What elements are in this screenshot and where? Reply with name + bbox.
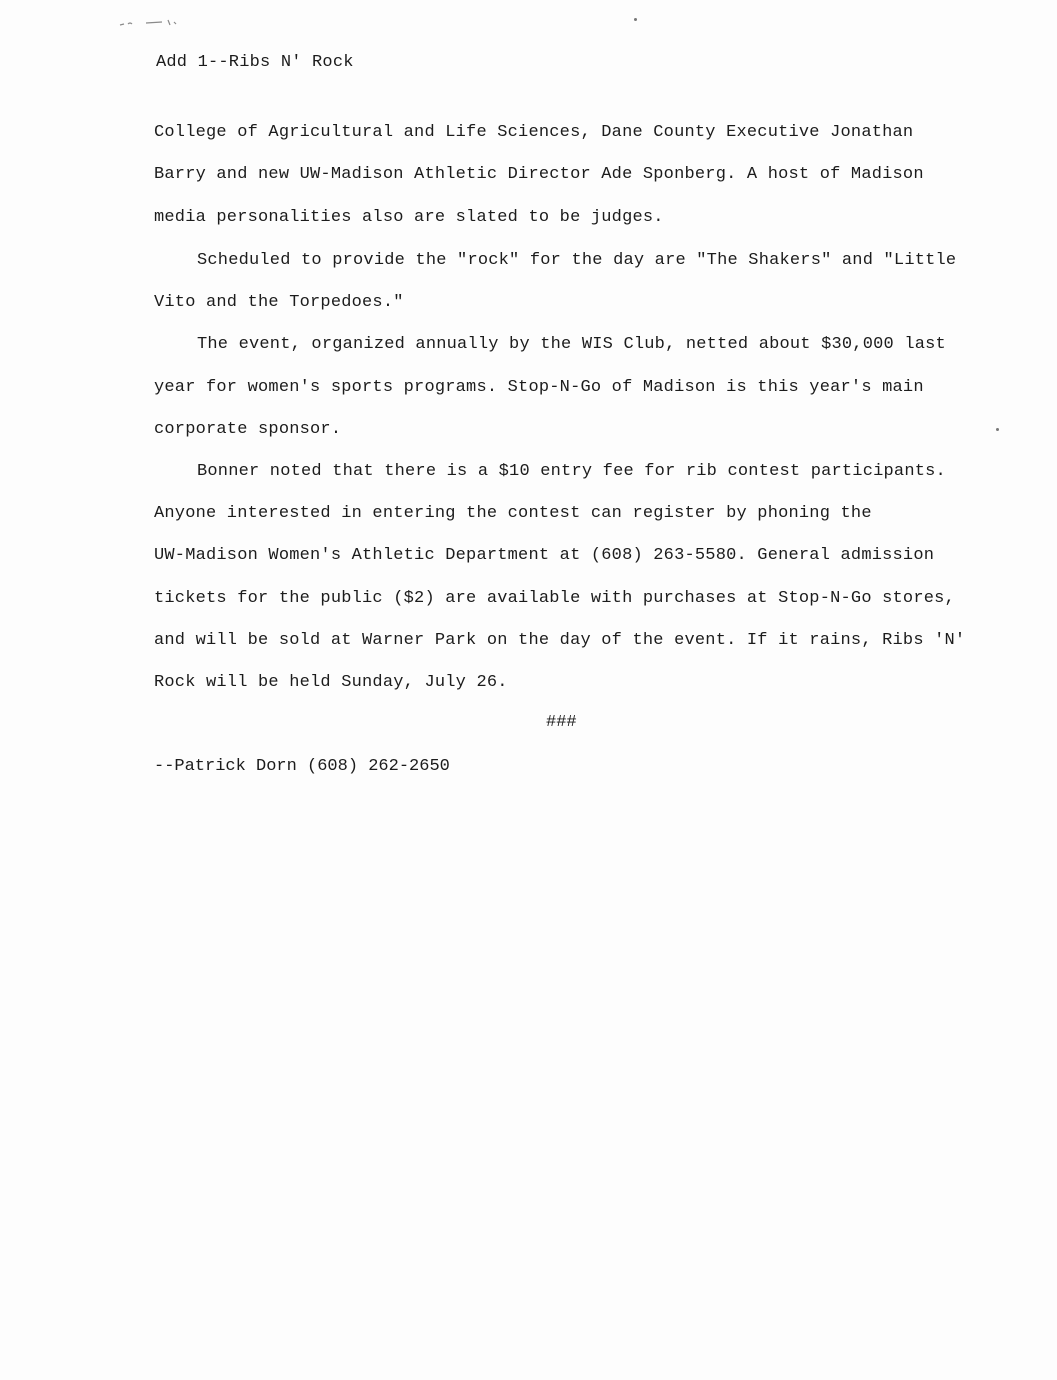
body-line: UW-Madison Women's Athletic Department at (608) 263-5580. General admission: [154, 546, 935, 565]
body-line: year for women's sports programs. Stop-N-Go of Madison is this year's main: [154, 378, 924, 397]
body-line: tickets for the public ($2) are available with purchases at Stop-N-Go stores,: [154, 589, 955, 608]
body-line: Scheduled to provide the "rock" for the day are "The Shakers" and "Little: [197, 251, 957, 270]
body-line: and will be sold at Warner Park on the day of the event. If it rains, Ribs 'N': [154, 631, 966, 650]
body-line: Barry and new UW-Madison Athletic Director Ade Sponberg. A host of Madison: [154, 165, 924, 184]
body-line: College of Agricultural and Life Sciences, Dane County Executive Jonathan: [154, 123, 914, 142]
scan-smudge-mark: [118, 16, 188, 28]
page-header: Add 1--Ribs N' Rock: [156, 53, 354, 72]
body-line: The event, organized annually by the WIS Club, netted about $30,000 last: [197, 335, 946, 354]
body-line: Anyone interested in entering the contest can register by phoning the: [154, 504, 872, 523]
stray-dot: [996, 428, 999, 431]
body-line: corporate sponsor.: [154, 420, 342, 439]
body-line: Rock will be held Sunday, July 26.: [154, 673, 508, 692]
body-line: Bonner noted that there is a $10 entry fee for rib contest participants.: [197, 462, 946, 481]
author-signoff: --Patrick Dorn (608) 262-2650: [154, 757, 450, 776]
stray-dot: [634, 18, 637, 21]
body-line: media personalities also are slated to be judges.: [154, 208, 664, 227]
body-line: Vito and the Torpedoes.": [154, 293, 404, 312]
end-mark: ###: [546, 713, 577, 732]
